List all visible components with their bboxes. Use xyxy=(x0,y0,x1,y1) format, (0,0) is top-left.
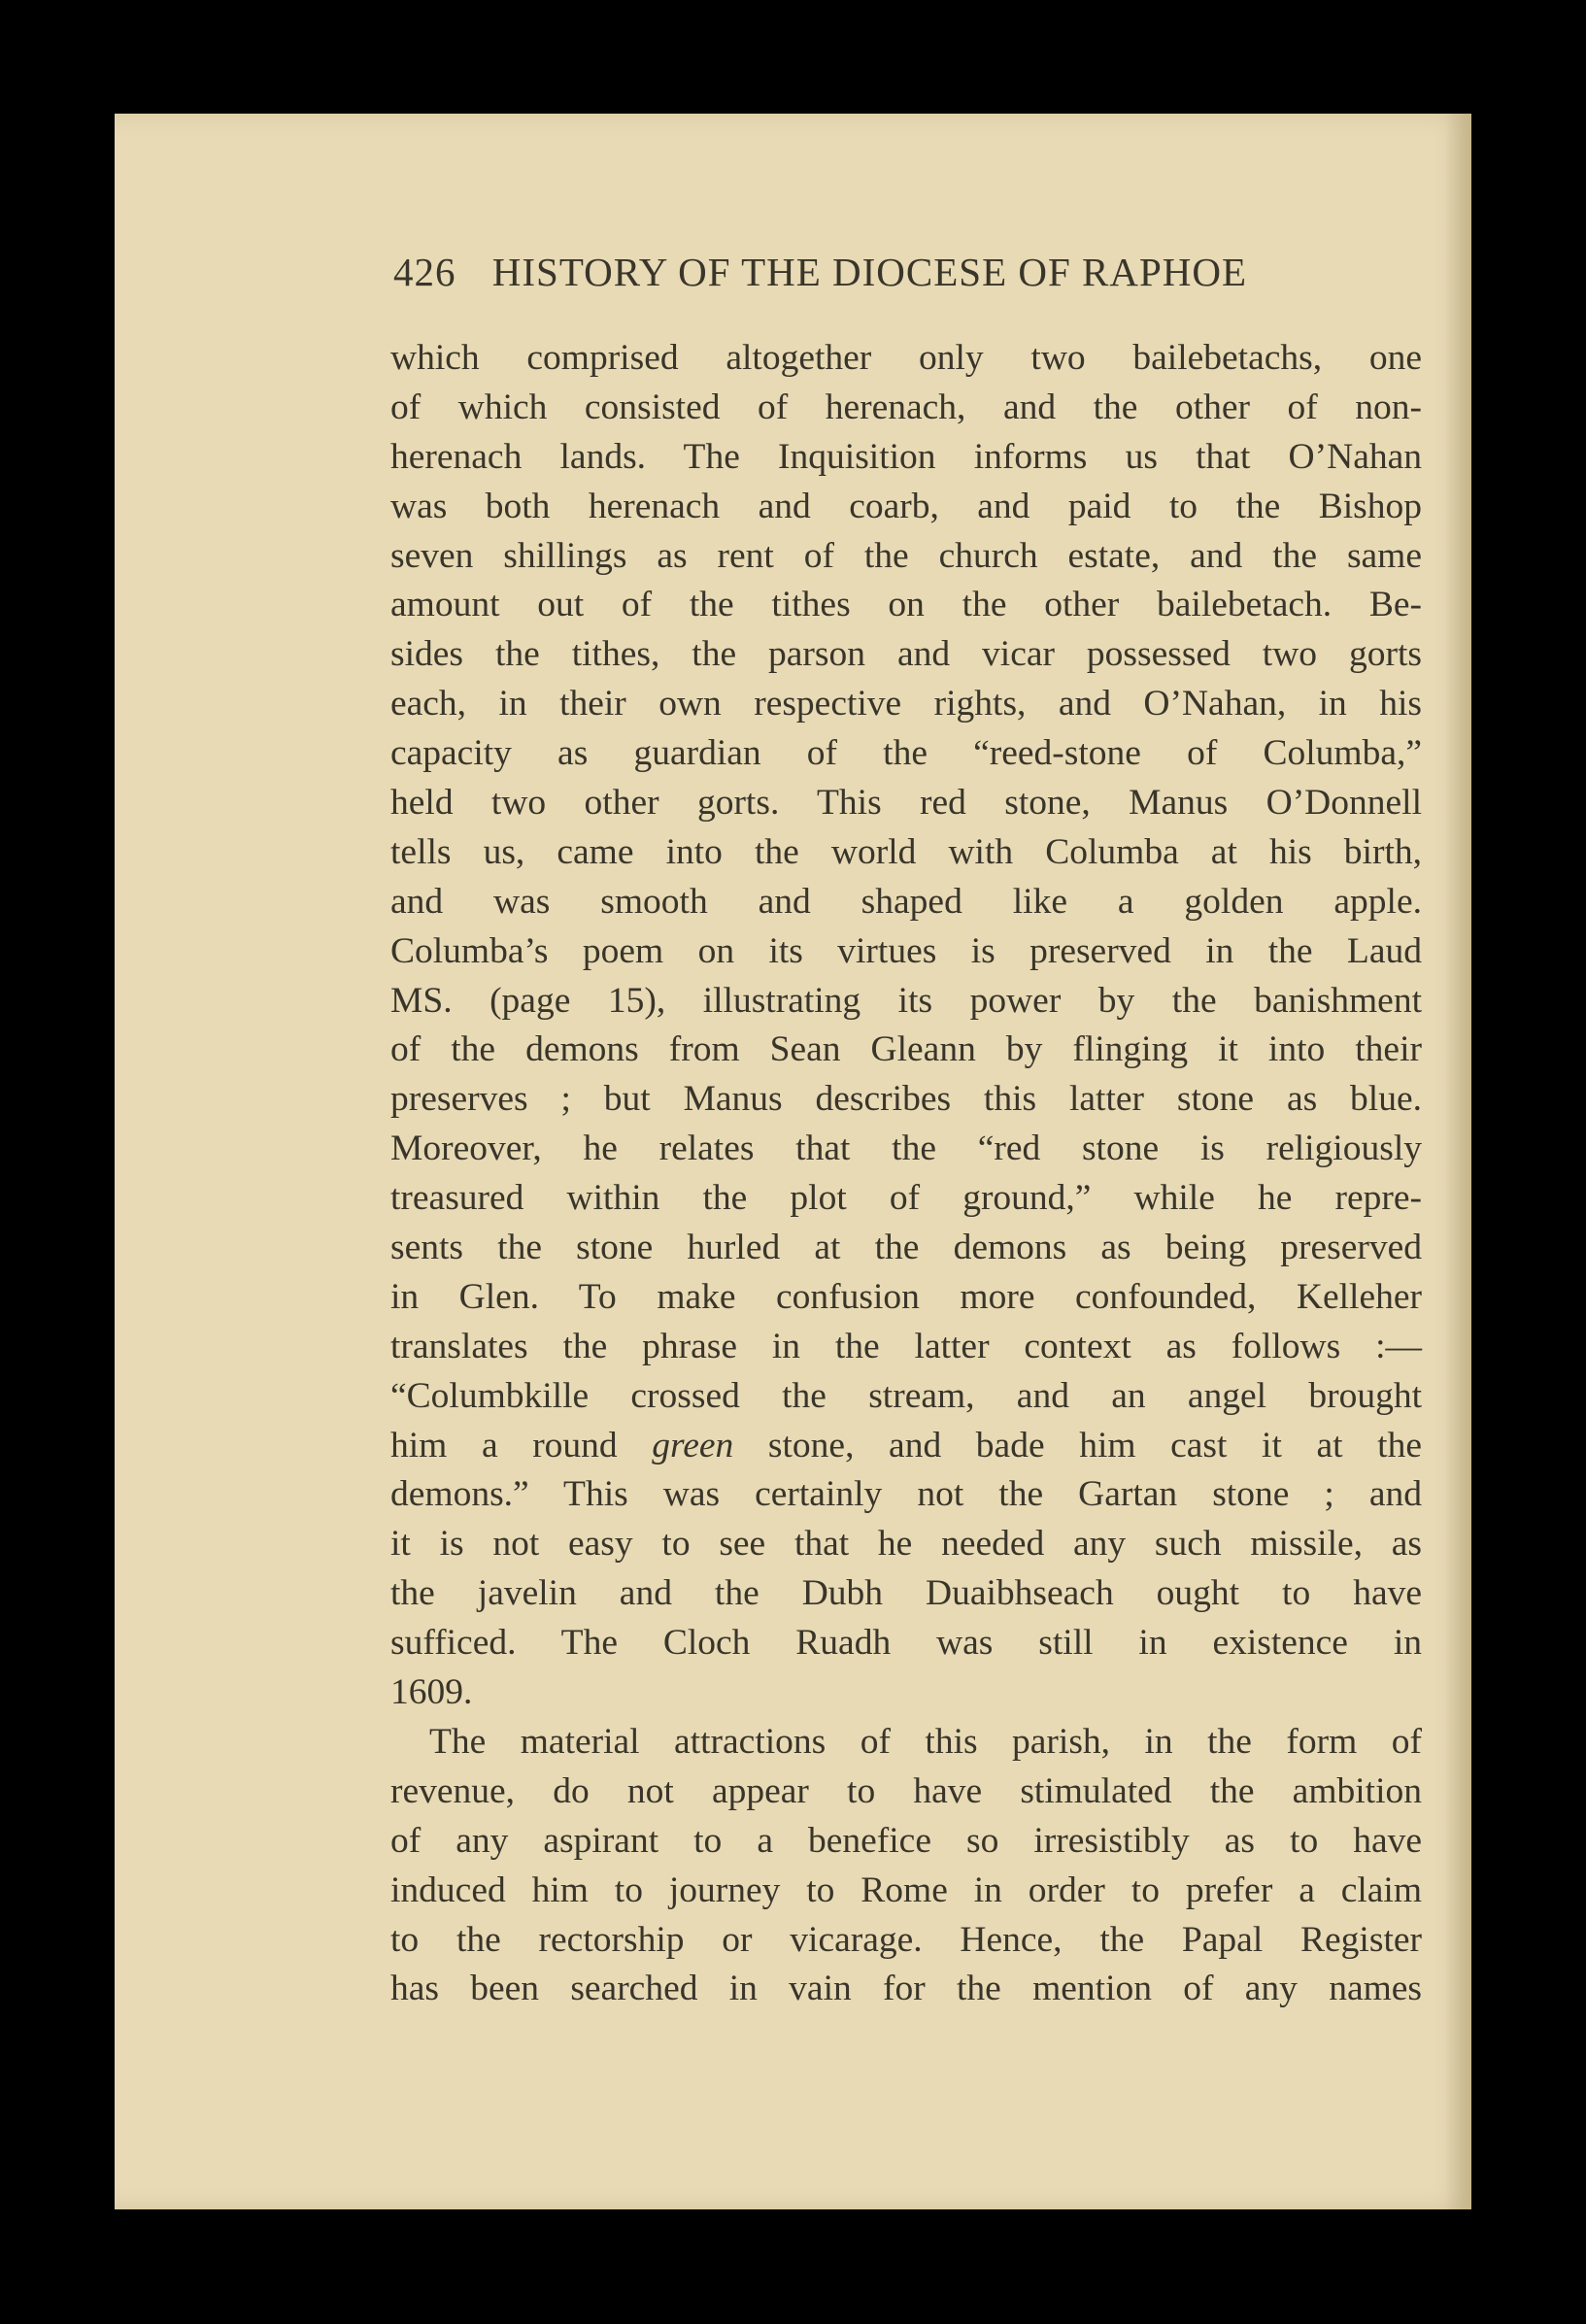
green-line-before: him a round xyxy=(390,1425,618,1465)
text-line: of the demons from Sean Gleann by flinging it into their xyxy=(390,1029,1422,1070)
text-line: capacity as guardian of the “reed-stone of Columba,” xyxy=(390,733,1422,774)
text-line: induced him to journey to Rome in order to prefer a claim xyxy=(390,1869,1422,1910)
text-line: treasured within the plot of ground,” while he repre- xyxy=(390,1178,1422,1219)
text-line: which comprised altogether only two bailebetachs, one xyxy=(390,338,1422,378)
text-line: sents the stone hurled at the demons as being preserved xyxy=(390,1228,1422,1268)
text-line: and was smooth and shaped like a golden apple. xyxy=(390,881,1422,922)
paragraph-end-line: 1609. xyxy=(390,1672,473,1713)
text-line: Columba’s poem on its virtues is preserved in the Laud xyxy=(390,930,1422,971)
text-line: to the rectorship or vicarage. Hence, the Papal Register xyxy=(390,1919,1422,1960)
text-line-green xyxy=(390,1422,1422,1471)
text-line: MS. (page 15), illustrating its power by the banishment xyxy=(390,980,1422,1021)
text-line: sides the tithes, the parson and vicar possessed two gorts xyxy=(390,634,1422,675)
text-line: each, in their own respective rights, and O’Nahan, in his xyxy=(390,684,1422,724)
text-line: amount out of the tithes on the other bailebetach. Be- xyxy=(390,585,1422,625)
text-line: herenach lands. The Inquisition informs us that O’Nahan xyxy=(390,436,1422,477)
text-line: Moreover, he relates that the “red stone is religiously xyxy=(390,1128,1422,1169)
text-line: seven shillings as rent of the church estate, and the same xyxy=(390,535,1422,576)
text-line: in Glen. To make confusion more confounded, Kelleher xyxy=(390,1276,1422,1317)
text-line: demons.” This was certainly not the Gartan stone ; and xyxy=(390,1474,1422,1515)
text-line: translates the phrase in the latter context as follows :— xyxy=(390,1326,1422,1366)
green-line-after: stone, and bade him cast it at the xyxy=(767,1425,1422,1465)
text-line: revenue, do not appear to have stimulated the ambition xyxy=(390,1770,1422,1811)
text-line: tells us, came into the world with Columba at his birth, xyxy=(390,831,1422,872)
running-title: HISTORY OF THE DIOCESE OF RAPHOE xyxy=(491,250,1248,294)
text-line: has been searched in vain for the mention of any names xyxy=(390,1969,1422,2009)
text-line: held two other gorts. This red stone, Manus O’Donnell xyxy=(390,783,1422,824)
text-line: “Columbkille crossed the stream, and an angel brought xyxy=(390,1375,1422,1416)
text-line: it is not easy to see that he needed any such missile, as xyxy=(390,1524,1422,1565)
text-line: The material attractions of this parish, in the form of xyxy=(429,1721,1422,1762)
page-header xyxy=(393,249,1374,307)
page-number: 426 xyxy=(393,250,456,294)
text-line: of any aspirant to a benefice so irresistibly as to have xyxy=(390,1820,1422,1861)
text-line: of which consisted of herenach, and the other of non- xyxy=(390,387,1422,427)
page-edge-shadow xyxy=(1445,114,1471,2209)
text-line: the javelin and the Dubh Duaibhseach ought to have xyxy=(390,1573,1422,1614)
green-italic-word: green xyxy=(652,1425,734,1465)
text-line: preserves ; but Manus describes this latter stone as blue. xyxy=(390,1079,1422,1120)
text-line: was both herenach and coarb, and paid to the Bishop xyxy=(390,486,1422,526)
text-line: sufficed. The Cloch Ruadh was still in existence in xyxy=(390,1623,1422,1664)
body-text xyxy=(390,334,1422,2014)
